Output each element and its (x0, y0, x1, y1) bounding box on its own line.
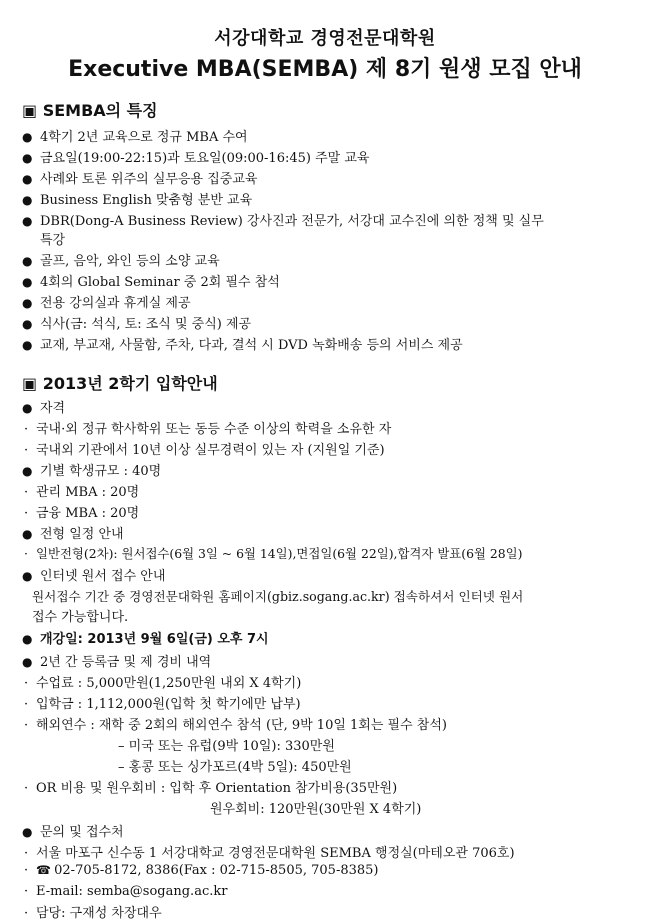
section-square-icon: ▣ (22, 374, 38, 393)
bullet-icon: ● (22, 569, 33, 583)
list-item-continuation: 특강 (40, 233, 66, 248)
sub-item: · 수업료 : 5,000만원(1,250만원 내외 X 4학기) (24, 676, 302, 691)
list-item: ● 전용 강의실과 휴게실 제공 (22, 296, 191, 311)
list-item: ● 전형 일정 안내 (22, 527, 124, 542)
list-item: ● 교재, 부교재, 사물함, 주차, 다과, 결석 시 DVD 녹화배송 등의 서비스 제공 (22, 338, 463, 353)
bullet-icon: ● (22, 151, 33, 165)
list-item: ● 2년 간 등록금 및 제 경비 내역 (22, 655, 212, 670)
list-item: ● 식사(금: 석식, 토: 조식 및 중식) 제공 (22, 317, 252, 332)
bullet-icon: ● (22, 172, 33, 186)
bullet-icon: ● (22, 632, 33, 646)
sub-sub-item: 원우회비: 120만원(30만원 X 4학기) (210, 802, 422, 817)
sub-sub-item: – 홍콩 또는 싱가포르(4박 5일): 450만원 (118, 760, 352, 775)
section-square-icon: ▣ (22, 101, 38, 120)
bullet-icon: ● (22, 275, 33, 289)
sub-item: · OR 비용 및 원우회비 : 입학 후 Orientation 참가비용(35만원) (24, 781, 398, 796)
bullet-icon: ● (22, 401, 33, 415)
bullet-icon: ● (22, 655, 33, 669)
bullet-icon: ● (22, 825, 33, 839)
sub-item: · 일반전형(2차): 원서접수(6월 3일 ~ 6월 14일),면접일(6월 22일),합격자 발표(6월 28일) (24, 546, 523, 561)
contact-person: · 담당: 구재성 차장대우 (24, 906, 162, 921)
list-item: ● 사례와 토론 위주의 실무응용 집중교육 (22, 172, 258, 187)
paragraph-line: 원서접수 기간 중 경영전문대학원 홈페이지(gbiz.sogang.ac.kr) 접속하셔서 인터넷 원서 (32, 589, 524, 604)
list-item: ● 4회의 Global Seminar 중 2회 필수 참석 (22, 275, 280, 290)
list-item: ● 골프, 음악, 와인 등의 소양 교육 (22, 254, 220, 269)
contact-address: · 서울 마포구 신수동 1 서강대학교 경영전문대학원 SEMBA 행정실(마테오관 706호) (24, 846, 515, 861)
list-item: ● 4학기 2년 교육으로 정규 MBA 수여 (22, 130, 248, 145)
list-item: ● 인터넷 원서 접수 안내 (22, 569, 166, 584)
list-item: ● DBR(Dong-A Business Review) 강사진과 전문가, 서강대 교수진에 의한 정책 및 실무 (22, 214, 544, 229)
sub-item: · 국내외 기관에서 10년 이상 실무경력이 있는 자 (지원일 기준) (24, 443, 385, 458)
list-item: ● 자격 (22, 401, 66, 416)
document-title: Executive MBA(SEMBA) 제 8기 원생 모집 안내 (68, 57, 582, 82)
bullet-icon: ● (22, 527, 33, 541)
list-item: ● 금요일(19:00-22:15)과 토요일(09:00-16:45) 주말 교육 (22, 151, 370, 166)
school-name: 서강대학교 경영전문대학원 (214, 28, 436, 49)
bullet-icon: ● (22, 214, 33, 228)
contact-phone: · ☎ 02-705-8172, 8386(Fax : 02-715-8505, 705-8385) (24, 863, 379, 878)
sub-item: · 국내·외 정규 학사학위 또는 동등 수준 이상의 학력을 소유한 자 (24, 422, 392, 437)
list-item: ● Business English 맞춤형 분반 교육 (22, 193, 253, 208)
sub-sub-item: – 미국 또는 유럽(9박 10일): 330만원 (118, 739, 335, 754)
section-admission-title: ▣ 2013년 2학기 입학안내 (22, 374, 218, 393)
sub-item: · 입학금 : 1,112,000원(입학 첫 학기에만 납부) (24, 697, 301, 712)
paragraph-line: 접수 가능합니다. (32, 610, 129, 625)
sub-item: · 관리 MBA : 20명 (24, 485, 140, 500)
bullet-icon: ● (22, 193, 33, 207)
bullet-icon: ● (22, 464, 33, 478)
sub-item: · 해외연수 : 재학 중 2회의 해외연수 참석 (단, 9박 10일 1회는 필수 참석) (24, 718, 447, 733)
bullet-icon: ● (22, 338, 33, 352)
section-features-title: ▣ SEMBA의 특징 (22, 101, 158, 120)
sub-item: · 금융 MBA : 20명 (24, 506, 140, 521)
list-item: ● 문의 및 접수처 (22, 825, 124, 840)
opening-date: ● 개강일: 2013년 9월 6일(금) 오후 7시 (22, 632, 269, 647)
bullet-icon: ● (22, 317, 33, 331)
bullet-icon: ● (22, 254, 33, 268)
phone-icon: ☎ (36, 863, 51, 877)
bullet-icon: ● (22, 296, 33, 310)
list-item: ● 기별 학생규모 : 40명 (22, 464, 162, 479)
bullet-icon: ● (22, 130, 33, 144)
contact-email: · E-mail: semba@sogang.ac.kr (24, 884, 228, 899)
